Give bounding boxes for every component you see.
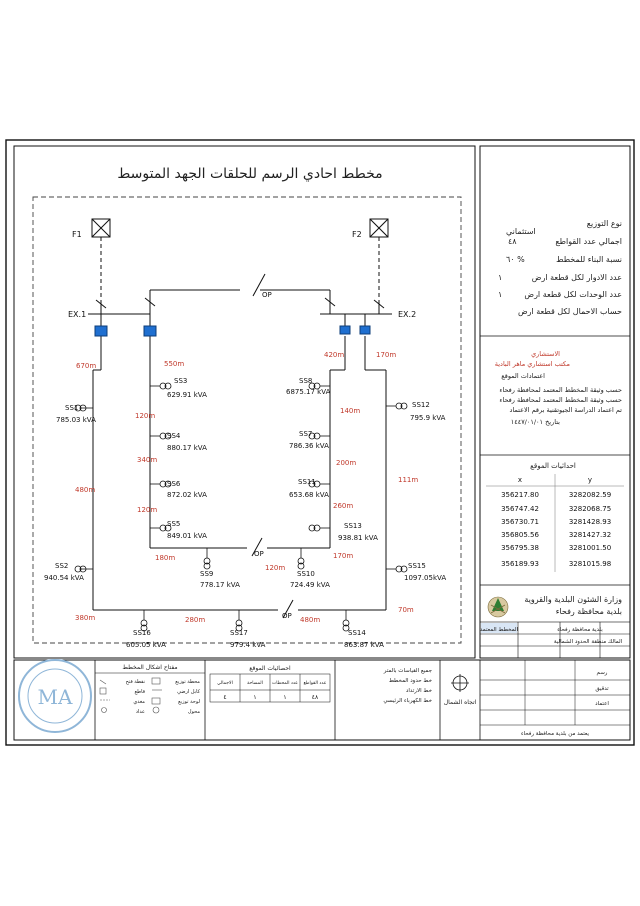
distance: 480m [300, 616, 321, 624]
coord-y: 3281427.32 [568, 531, 612, 539]
distance: 200m [336, 459, 357, 467]
svg-text:مغذي: مغذي [133, 699, 145, 705]
breaker-ex1-b [144, 326, 156, 336]
ex2-label: EX.2 [398, 310, 417, 319]
parcels-value: ٤٨ [508, 237, 517, 246]
office-stamp [19, 660, 91, 732]
feeder-f2 [352, 219, 388, 300]
svg-text:خط الكهرباء الرئيسي: خط الكهرباء الرئيسي [383, 698, 432, 704]
coord-y: 3281015.98 [568, 560, 612, 568]
distance: 120m [135, 412, 156, 420]
ex1-label: EX.1 [68, 310, 87, 319]
ss-kva: 863.87 kVA [344, 641, 384, 649]
ss-kva: 938.81 kVA [338, 534, 378, 542]
switches [96, 298, 384, 308]
approval-grid [480, 660, 630, 725]
ss-id: SS16 [133, 629, 151, 637]
feeder-label: F2 [352, 230, 362, 239]
ss-id: SS6 [167, 480, 181, 488]
floors-value: ١ [498, 273, 503, 282]
svg-text:منطقة الحدود الشمالية: منطقة الحدود الشمالية [553, 639, 607, 645]
svg-text:الاجمالي: الاجمالي [217, 681, 233, 686]
ratio-value: ٦٠ % [506, 255, 525, 264]
ss-kva: 880.17 kVA [167, 444, 207, 452]
coord-y: 3281001.50 [568, 544, 612, 552]
svg-text:المالك: المالك [607, 639, 623, 645]
svg-text:رسم: رسم [596, 670, 608, 676]
parcels-label: اجمالي عدد القواطع [555, 237, 622, 246]
ss-kva: 724.49 kVA [290, 581, 330, 589]
svg-text:١: ١ [253, 694, 257, 701]
ss-kva: 795.9 kVA [410, 414, 446, 422]
coord-x: 356217.80 [501, 491, 539, 499]
distance: 480m [75, 486, 96, 494]
distance: 170m [376, 351, 397, 359]
svg-text:محطة توزيع: محطة توزيع [175, 679, 200, 685]
notes-column [383, 668, 432, 704]
transformer-symbols [75, 383, 407, 631]
breaker-ex2-a [340, 326, 350, 334]
ss-kva: 979.4 kVA [230, 641, 266, 649]
svg-text:خط الارتداد: خط الارتداد [405, 688, 432, 694]
ss-kva: 785.03 kVA [56, 416, 96, 424]
coords-title: احداثيات الموقع [530, 462, 576, 470]
svg-text:لوحة توزيع: لوحة توزيع [178, 699, 200, 705]
consultant-title: الاستشاري [531, 350, 560, 358]
ss-id: SS1 [65, 404, 79, 412]
breaker-ex2-b [360, 326, 370, 334]
svg-text:OP: OP [254, 550, 264, 558]
ratio-label: نسبة البناء للمخطط [556, 255, 622, 264]
distance: 70m [398, 606, 414, 614]
ss-id: SS7 [299, 430, 313, 438]
feeder-label: F1 [72, 230, 82, 239]
ss-kva: 778.17 kVA [200, 581, 240, 589]
ss-id: SS14 [348, 629, 366, 637]
breaker-ex1-a [95, 326, 107, 336]
ss-kva: 872.02 kVA [167, 491, 207, 499]
coord-y: 3282082.59 [568, 491, 612, 499]
breakers [95, 326, 370, 336]
approval-date: بتاريخ ١٤٤٧/٠١/٠١ [510, 418, 560, 426]
coord-y: 3282068.75 [568, 505, 612, 513]
north-label: اتجاه الشمال [443, 699, 477, 706]
ss-kva: 605.05 kVA [126, 641, 166, 649]
info-panel [498, 219, 622, 316]
coord-x: 356730.71 [501, 518, 539, 526]
svg-text:المخطط المعتمد: المخطط المعتمد [479, 627, 519, 633]
floors-label: عدد الادوار لكل قطعة ارض [531, 273, 622, 282]
svg-text:٤٨: ٤٨ [311, 694, 319, 701]
svg-text:نقطة فتح: نقطة فتح [125, 679, 145, 685]
svg-text:محول: محول [187, 709, 200, 715]
svg-text:عدد القواطع: عدد القواطع [303, 681, 327, 686]
plan-boundary [33, 197, 461, 643]
coord-y: 3281428.93 [568, 518, 612, 526]
approval-2: حسب وثيقة المخطط المعتمد لمحافظة رفحاء [499, 396, 622, 404]
legend-title: مفتاح اشكال المخطط [122, 664, 178, 671]
diagram-title: مخطط احادي الرسم للحلقات الجهد المتوسط [117, 166, 383, 182]
ss-kva: 786.36 kVA [289, 442, 329, 450]
stats-title: احصائيات الموقع [249, 665, 291, 672]
coords-x-header: x [517, 476, 523, 484]
ss-id: SS5 [167, 520, 181, 528]
coords-table [486, 462, 624, 572]
ss-id: SS4 [167, 432, 181, 440]
distance: 140m [340, 407, 361, 415]
dist-type-value: استثماني [506, 227, 536, 236]
ss-id: SS11 [298, 478, 316, 486]
dist-type-label: نوع التوزيع [586, 219, 622, 228]
distance: 180m [155, 554, 176, 562]
ss-id: SS9 [200, 570, 214, 578]
distance: 380m [75, 614, 96, 622]
distance: 420m [324, 351, 345, 359]
svg-text:جميع القياسات بالمتر: جميع القياسات بالمتر [383, 668, 432, 674]
north-arrow-icon [451, 674, 469, 692]
distance: 280m [185, 616, 206, 624]
svg-text:OP: OP [282, 612, 292, 620]
ss-id: SS10 [297, 570, 315, 578]
distance: 260m [333, 502, 354, 510]
ss-kva: 653.68 kVA [289, 491, 329, 499]
ring-lines [88, 290, 392, 610]
svg-text:عداد: عداد [135, 709, 145, 715]
svg-text:عدد المحطات: عدد المحطات [272, 681, 298, 686]
svg-text:OP: OP [262, 291, 272, 299]
ss-id: SS2 [55, 562, 69, 570]
svg-text:يعتمد من بلدية محافظة رفحاء: يعتمد من بلدية محافظة رفحاء [520, 731, 590, 737]
svg-text:قاطع: قاطع [134, 689, 145, 695]
open-point-top [253, 274, 272, 299]
distance: 111m [398, 476, 419, 484]
coord-x: 356747.42 [501, 505, 539, 513]
distance: 340m [137, 456, 158, 464]
distance: 120m [265, 564, 286, 572]
svg-text:بلدية محافظة رفحاء: بلدية محافظة رفحاء [557, 627, 603, 633]
consultant-block [495, 350, 622, 426]
ss-id: SS12 [412, 401, 430, 409]
distance-labels [75, 351, 418, 624]
svg-text:كابل ارضي: كابل ارضي [177, 689, 200, 695]
distance: 550m [164, 360, 185, 368]
coords-y-header: y [587, 476, 593, 484]
coord-x: 356189.93 [501, 560, 539, 568]
units-value: ١ [498, 290, 503, 299]
distance: 170m [333, 552, 354, 560]
ss-id: SS15 [408, 562, 426, 570]
feeder-f1 [72, 219, 110, 300]
svg-text:خط حدود المخطط: خط حدود المخطط [388, 678, 432, 684]
svg-text:٤: ٤ [223, 694, 227, 701]
svg-text:تدقيق: تدقيق [595, 686, 609, 692]
stats-table [210, 665, 330, 702]
ss-kva: 1097.05kVA [404, 574, 447, 582]
ss-kva: 940.54 kVA [44, 574, 84, 582]
ss-id: SS17 [230, 629, 248, 637]
legend [95, 664, 205, 715]
ministry-name: وزارة الشئون البلدية والقروية [524, 595, 622, 604]
loads-label: حساب الاحمال لكل قطعة ارض [517, 307, 622, 316]
consultant-name: مكتب استشاري ماهر البادية [494, 360, 570, 368]
ss-id: SS3 [174, 377, 188, 385]
open-point-middle [252, 538, 264, 558]
ss-kva: 629.91 kVA [167, 391, 207, 399]
coord-x: 356795.38 [501, 544, 539, 552]
ss-kva: 849.01 kVA [167, 532, 207, 540]
stamp-text: MA [37, 685, 73, 709]
approval-1: حسب وثيقة المخطط المعتمد لمحافظة رفحاء [499, 386, 622, 394]
ss-id: SS13 [344, 522, 362, 530]
approval-3: تم اعتماد الدراسة الجيوتقنية برقم الاعتماد [509, 406, 622, 414]
distance: 120m [137, 506, 158, 514]
units-label: عدد الوحدات لكل قطعة ارض [524, 290, 622, 299]
ministry-logo [488, 597, 508, 617]
title-block-text [480, 627, 623, 645]
ss-kva: 6875.17 kVA [286, 388, 331, 396]
municipality-name: بلدية محافظة رفحاء [555, 607, 622, 616]
svg-text:١: ١ [283, 694, 287, 701]
svg-text:المساحة: المساحة [247, 681, 263, 686]
coord-x: 356805.56 [501, 531, 539, 539]
distance: 670m [76, 362, 97, 370]
open-point-bottom [282, 600, 293, 620]
ss-id: SS8 [299, 377, 313, 385]
approvals-title: اعتمادات الموقع [501, 372, 545, 380]
svg-text:اعتماد: اعتماد [595, 701, 609, 707]
